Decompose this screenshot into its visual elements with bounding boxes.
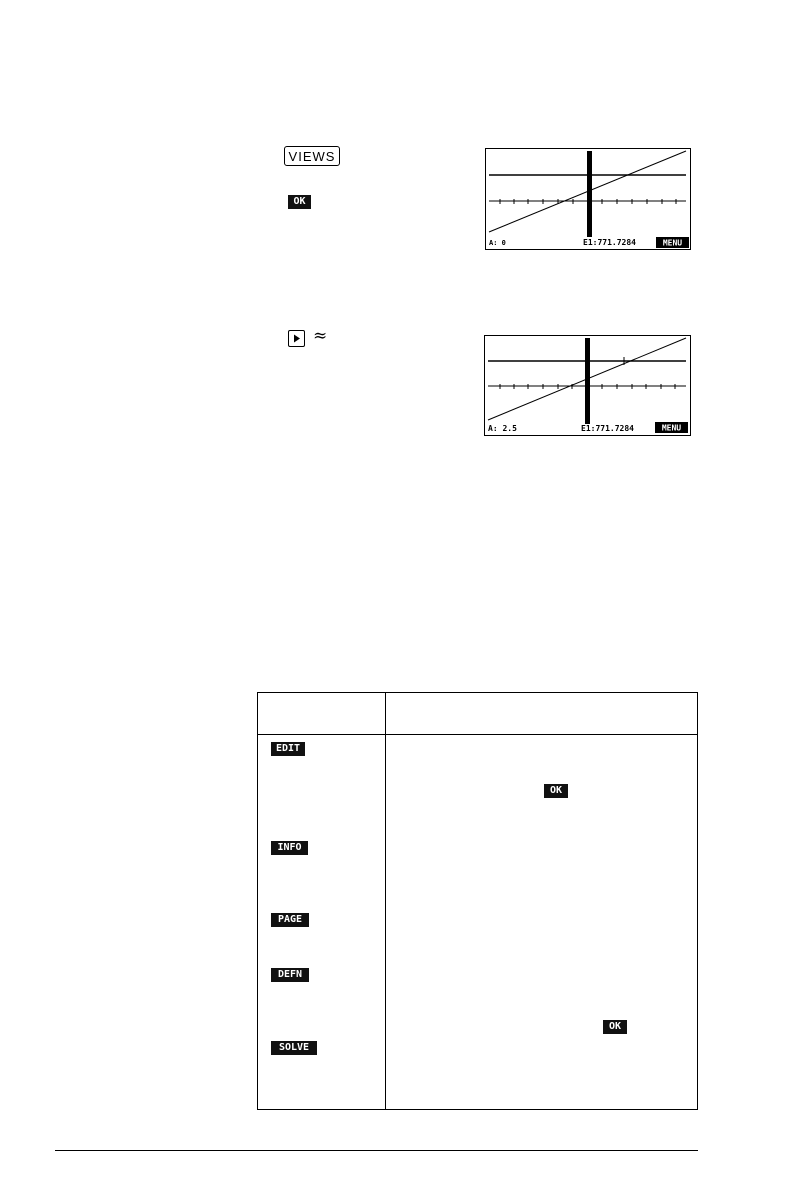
softkey-table	[257, 692, 698, 1110]
menu-softkey-label: MENU	[662, 238, 683, 248]
calculator-screen-2	[484, 335, 691, 436]
defn-softkey[interactable]: DEFN	[271, 968, 309, 982]
table-header-divider	[258, 734, 697, 735]
screen-2-plot	[485, 336, 690, 435]
cursor-bar	[585, 338, 590, 424]
ok-softkey-inline[interactable]: OK	[544, 784, 568, 798]
ok-softkey[interactable]: OK	[288, 195, 311, 209]
views-key[interactable]: VIEWS	[284, 146, 340, 166]
screen-1-left-readout: A: 0	[489, 239, 506, 247]
solve-softkey[interactable]: SOLVE	[271, 1041, 317, 1055]
info-softkey[interactable]: INFO	[271, 841, 308, 855]
table-column-divider	[385, 693, 386, 1109]
screen-2-right-readout: E1:771.7284	[581, 424, 634, 433]
right-arrow-key[interactable]	[288, 330, 305, 347]
edit-softkey[interactable]: EDIT	[271, 742, 305, 756]
play-arrow-icon	[289, 331, 304, 346]
page-softkey[interactable]: PAGE	[271, 913, 309, 927]
menu-softkey-label: MENU	[661, 423, 682, 433]
cursor-bar	[587, 151, 592, 237]
approx-symbol: ≈	[313, 326, 328, 346]
screen-1-plot	[486, 149, 690, 249]
footer-rule	[55, 1150, 698, 1151]
calculator-screen-1	[485, 148, 691, 250]
screen-2-left-readout: A: 2.5	[488, 424, 517, 433]
ok-softkey-inline-2[interactable]: OK	[603, 1020, 627, 1034]
screen-1-right-readout: E1:771.7284	[583, 238, 636, 247]
